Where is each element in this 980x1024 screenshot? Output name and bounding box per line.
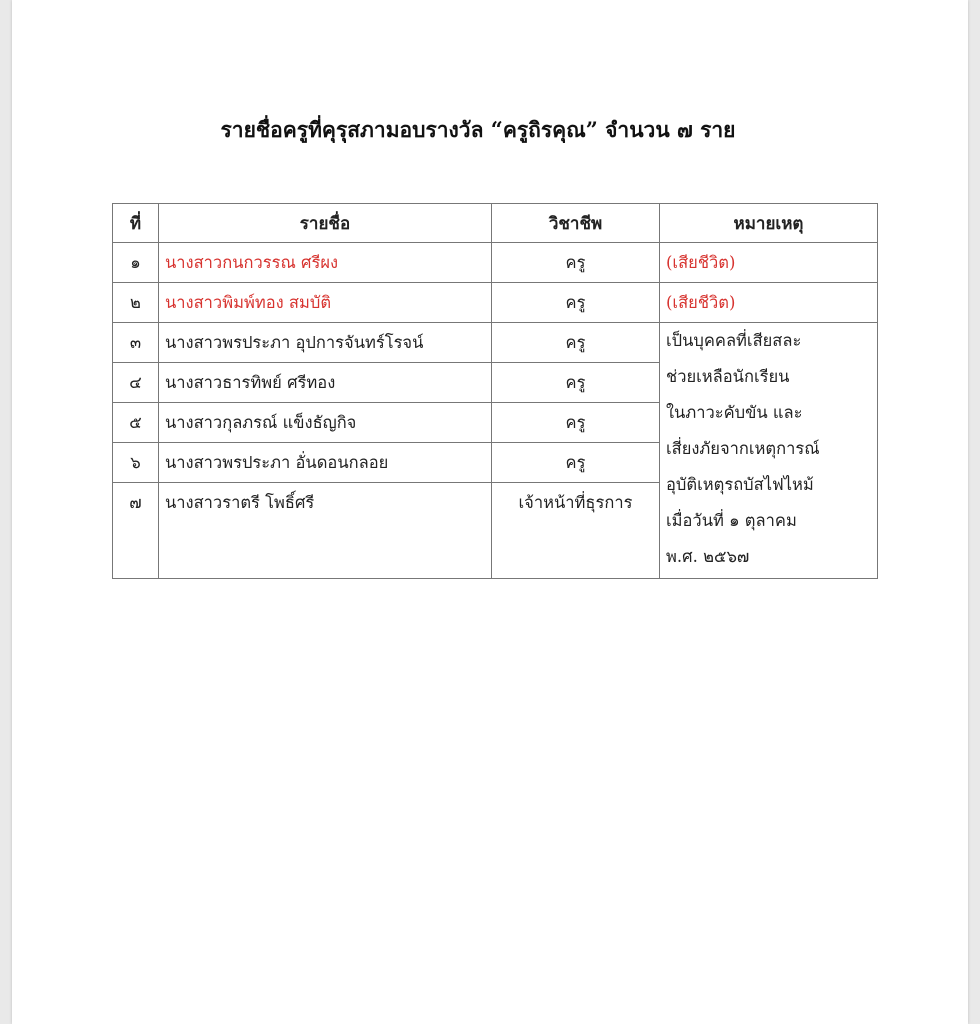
row-number: ๓: [113, 323, 159, 363]
recipient-name: นางสาวกุลภรณ์ แข็งธัญกิจ: [159, 403, 492, 443]
recipient-remark: (เสียชีวิต): [660, 283, 878, 323]
row-number: ๔: [113, 363, 159, 403]
row-number: ๑: [113, 243, 159, 283]
row-number: ๗: [113, 483, 159, 579]
recipient-occupation: ครู: [492, 443, 660, 483]
recipient-name: นางสาวกนกวรรณ ศรีผง: [159, 243, 492, 283]
table-header-row: [113, 204, 878, 243]
row-number: ๕: [113, 403, 159, 443]
table-row: [113, 323, 878, 363]
header-occupation: วิชาชีพ: [492, 204, 660, 243]
recipient-occupation: ครู: [492, 283, 660, 323]
table-row: [113, 243, 878, 283]
recipient-occupation: ครู: [492, 243, 660, 283]
recipient-name: นางสาวธารทิพย์ ศรีทอง: [159, 363, 492, 403]
document-title: รายชื่อครูที่คุรุสภามอบรางวัล “ครูถิรคุณ” จำนวน ๗ ราย: [220, 117, 736, 142]
shared-remark: เป็นบุคคลที่เสียสละ ช่วยเหลือนักเรียน ในภาวะคับขัน และ เสี่ยงภัยจากเหตุการณ์ อุบัติเหตุรถบัสไฟไหม้ เมื่อวันที่ ๑ ตุลาคม พ.ศ. ๒๕๖๗: [660, 323, 878, 579]
row-number: ๖: [113, 443, 159, 483]
recipient-occupation: เจ้าหน้าที่ธุรการ: [492, 483, 660, 579]
table-row: [113, 283, 878, 323]
recipient-remark: (เสียชีวิต): [660, 243, 878, 283]
recipient-name: นางสาวพรประภา อั่นดอนกลอย: [159, 443, 492, 483]
row-number: ๒: [113, 283, 159, 323]
award-recipients-table: [112, 203, 878, 579]
header-no: ที่: [113, 204, 159, 243]
recipient-name: นางสาวพิมพ์ทอง สมบัติ: [159, 283, 492, 323]
recipient-occupation: ครู: [492, 403, 660, 443]
recipient-name: นางสาวพรประภา อุปการจันทร์โรจน์: [159, 323, 492, 363]
recipient-name: นางสาวราตรี โพธิ์ศรี: [159, 483, 492, 579]
recipient-occupation: ครู: [492, 363, 660, 403]
recipient-occupation: ครู: [492, 323, 660, 363]
header-remark: หมายเหตุ: [660, 204, 878, 243]
header-name: รายชื่อ: [159, 204, 492, 243]
